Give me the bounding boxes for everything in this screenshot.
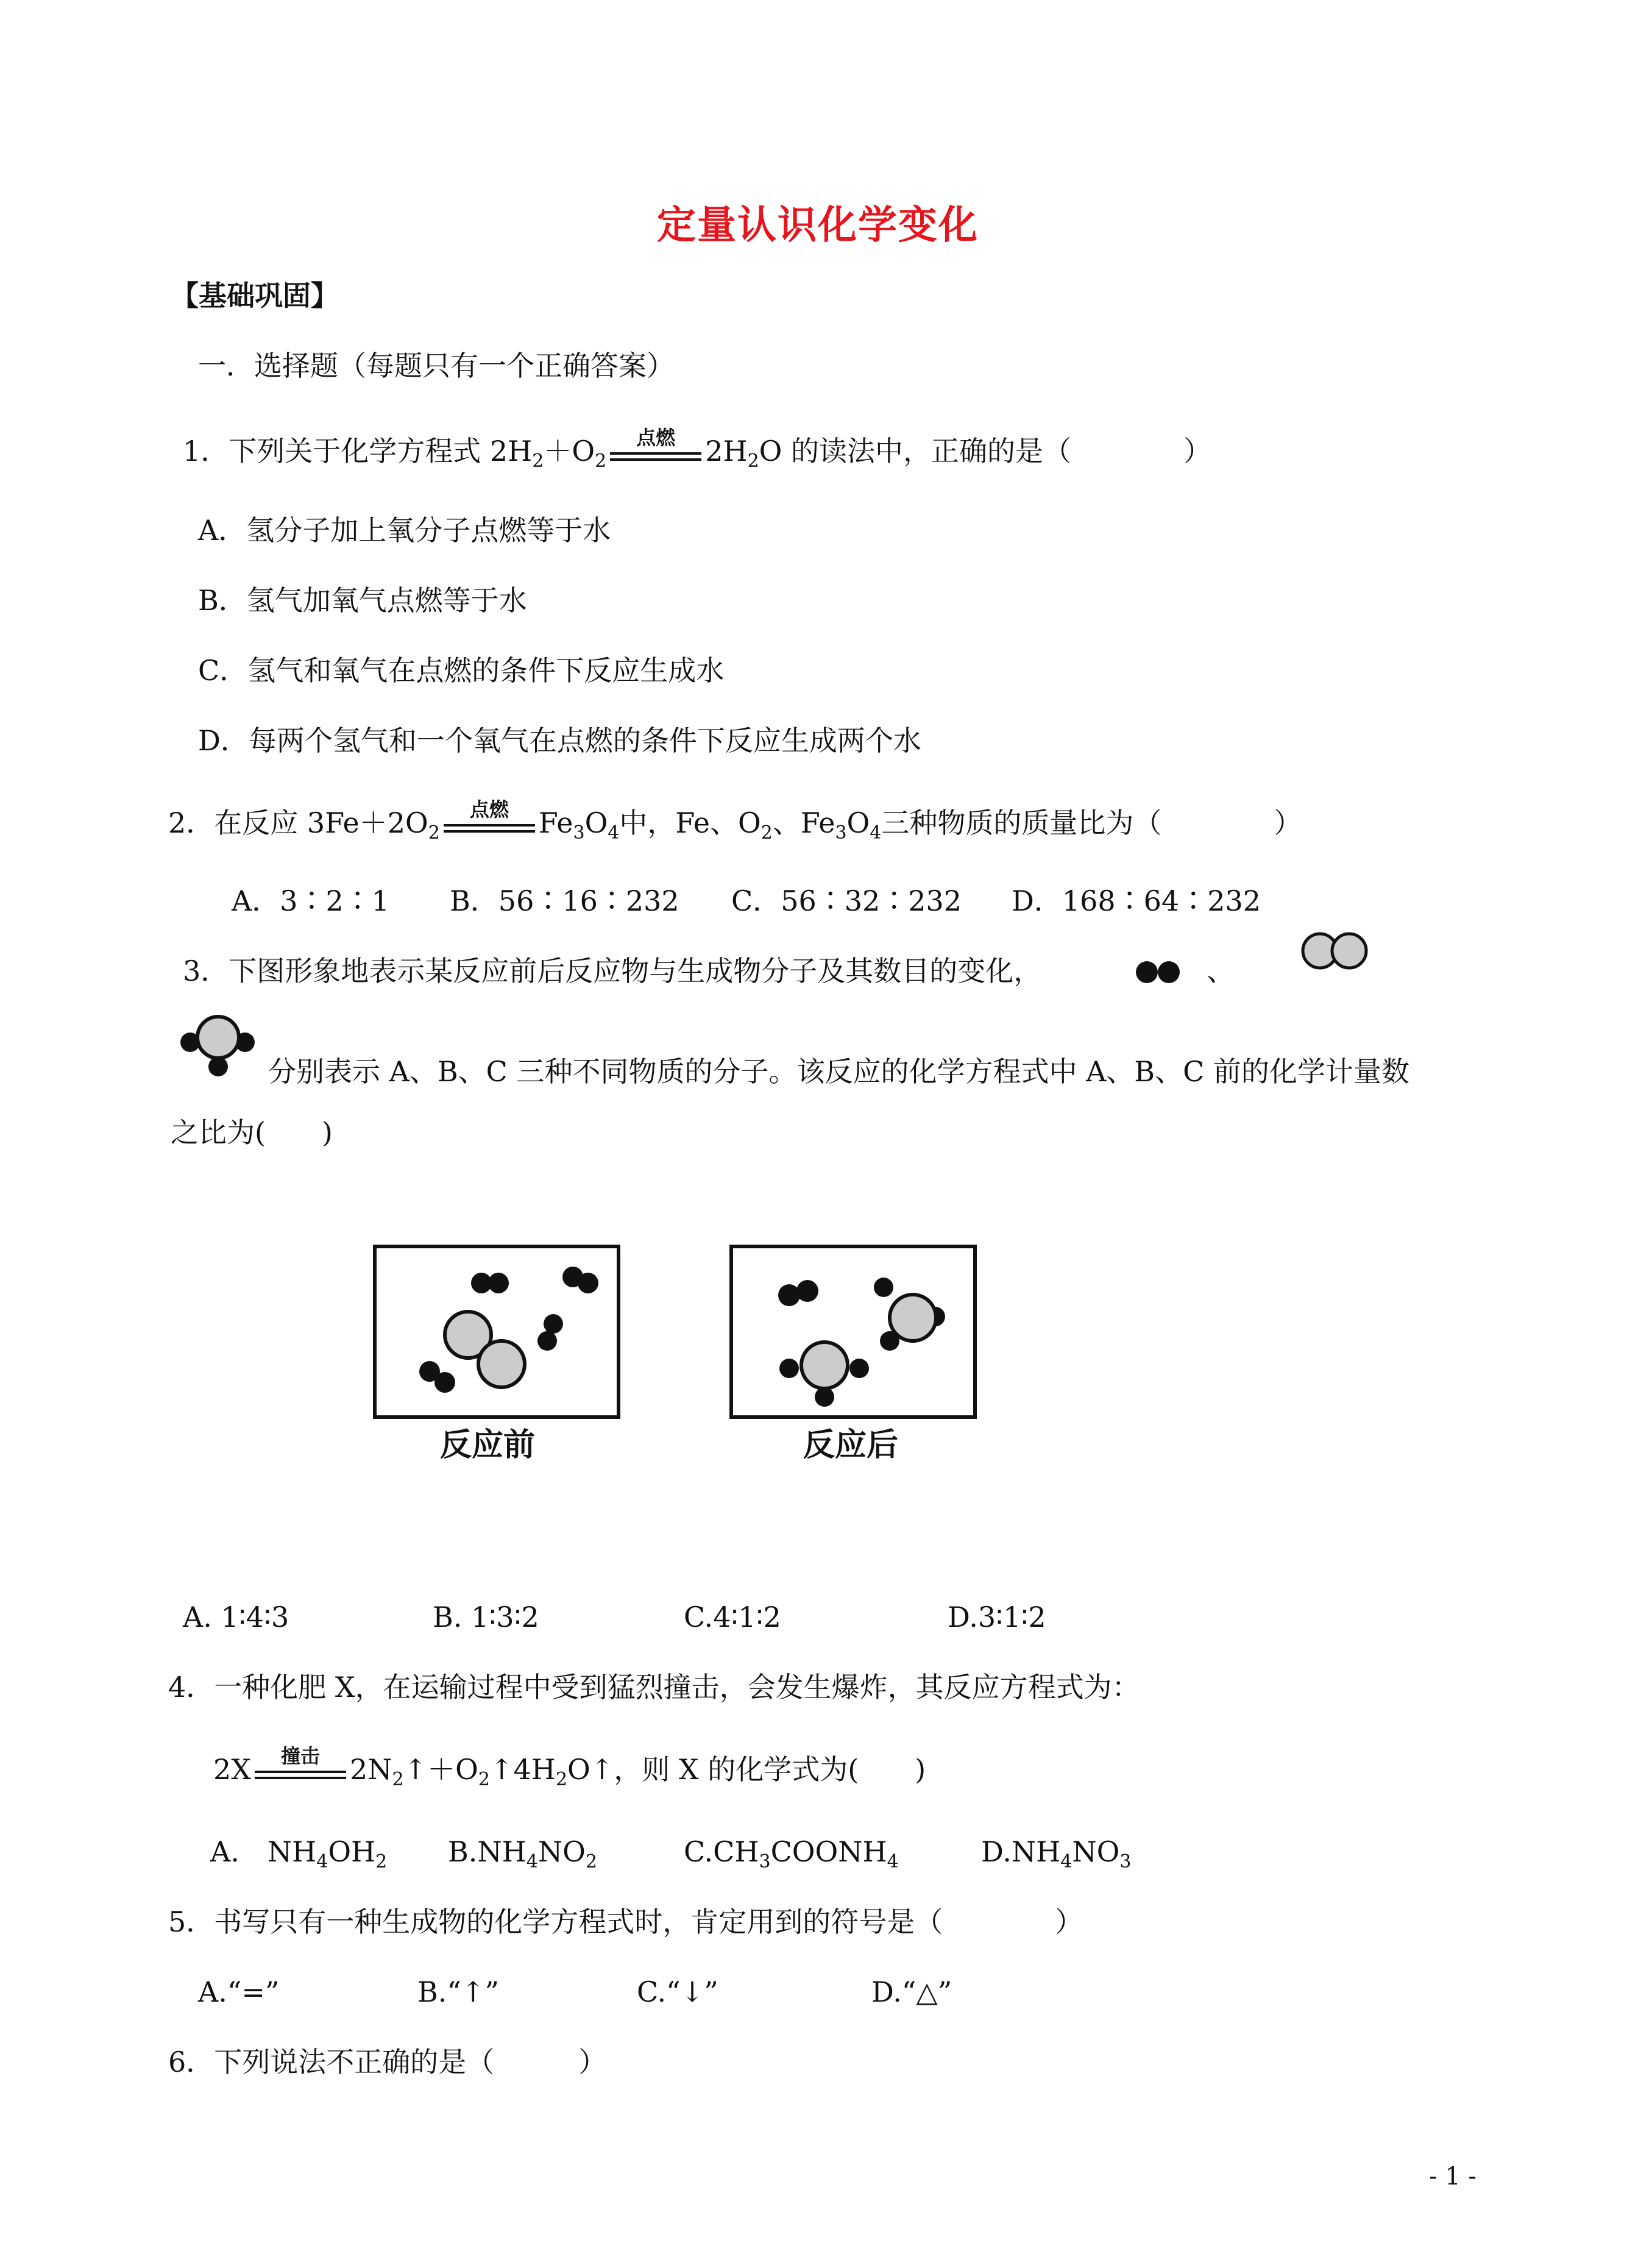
q4-option-a: A. $NH_4OH_2$	[210, 1835, 388, 1872]
molecule-b-icon	[1298, 930, 1371, 972]
q2-option-a: A．3∶2∶1	[232, 884, 390, 917]
question-4-stem: 4．一种化肥 X，在运输过程中受到猛烈撞击，会发生爆炸，其反应方程式为：	[168, 1671, 1140, 1704]
q1-option-a: A．氢分子加上氧分子点燃等于水	[198, 514, 611, 547]
question-3-line-1: 3．下图形象地表示某反应前后反应物与生成物分子及其数目的变化，	[183, 954, 1042, 987]
question-6-stem: 6．下列说法不正确的是（ ）	[168, 2046, 607, 2078]
q5-option-b: B.“↑”	[417, 1975, 500, 2008]
q3-option-b: B. 1∶3∶2	[433, 1601, 539, 1633]
q3-option-c: C.4∶1∶2	[684, 1601, 781, 1633]
molecule-a-icon	[1133, 957, 1207, 987]
caption-after: 反应后	[803, 1427, 899, 1463]
reaction-condition-impact: 撞击	[255, 1752, 346, 1786]
caption-before: 反应前	[440, 1427, 536, 1463]
question-3-line-3: 之比为( )	[171, 1116, 333, 1149]
q1-option-b: B．氢气加氧气点燃等于水	[198, 584, 527, 617]
separator: 、	[1207, 954, 1235, 987]
q5-option-c: C.“↓”	[637, 1975, 718, 2008]
q3-option-d: D.3∶1∶2	[948, 1601, 1046, 1633]
reaction-condition-ignite: 点燃	[444, 806, 535, 840]
reaction-after-diagram	[728, 1243, 978, 1420]
q5-option-d: D.“△”	[871, 1975, 952, 2008]
question-2-stem: 2．在反应 $3Fe+2O_2$ 点燃 $Fe_3O_4$中，Fe、$O_2$、$Fe_3O_4$三种物质的质量比为（ ）	[168, 798, 1302, 844]
q1-option-d: D．每两个氢气和一个氧气在点燃的条件下反应生成两个水	[198, 724, 921, 757]
q2-option-c: C．56∶32∶232	[731, 884, 962, 917]
q5-option-a: A.“=”	[198, 1975, 280, 2008]
molecule-c-icon	[177, 1012, 262, 1079]
q2-option-d: D．168∶64∶232	[1012, 884, 1261, 917]
q3-option-a: A. 1∶4∶3	[183, 1601, 289, 1633]
q4-option-b: $B.NH_4NO_2$	[448, 1835, 597, 1872]
question-4-equation: 2X 撞击 $2N_2↑+O_2↑4H_2O↑$，则 X 的化学式为( )	[213, 1744, 926, 1790]
part-heading: 一．选择题（每题只有一个正确答案）	[198, 349, 675, 382]
q2-option-b: B．56∶16∶232	[450, 884, 679, 917]
q4-option-d: $D.NH_4NO_3$	[981, 1835, 1132, 1872]
q4-option-c: $C.CH_3COONH_4$	[684, 1835, 899, 1872]
section-heading: 【基础巩固】	[171, 279, 339, 312]
question-3-line-2: 分别表示 A、B、C 三种不同物质的分子。该反应的化学方程式中 A、B、C 前的化学计量数	[268, 1055, 1409, 1088]
question-5-stem: 5．书写只有一种生成物的化学方程式时，肯定用到的符号是（ ）	[168, 1905, 1083, 1938]
reaction-condition-ignite: 点燃	[610, 434, 701, 468]
page-number: - 1 -	[1429, 2163, 1477, 2191]
page-title: 定量认识化学变化	[657, 202, 979, 248]
reaction-before-diagram	[372, 1243, 622, 1420]
q1-option-c: C．氢气和氧气在点燃的条件下反应生成水	[198, 654, 725, 687]
question-1-stem: 1．下列关于化学方程式 $2H_2+O_2$ 点燃 $2H_2O$ 的读法中，正确的是（ ）	[183, 426, 1212, 472]
